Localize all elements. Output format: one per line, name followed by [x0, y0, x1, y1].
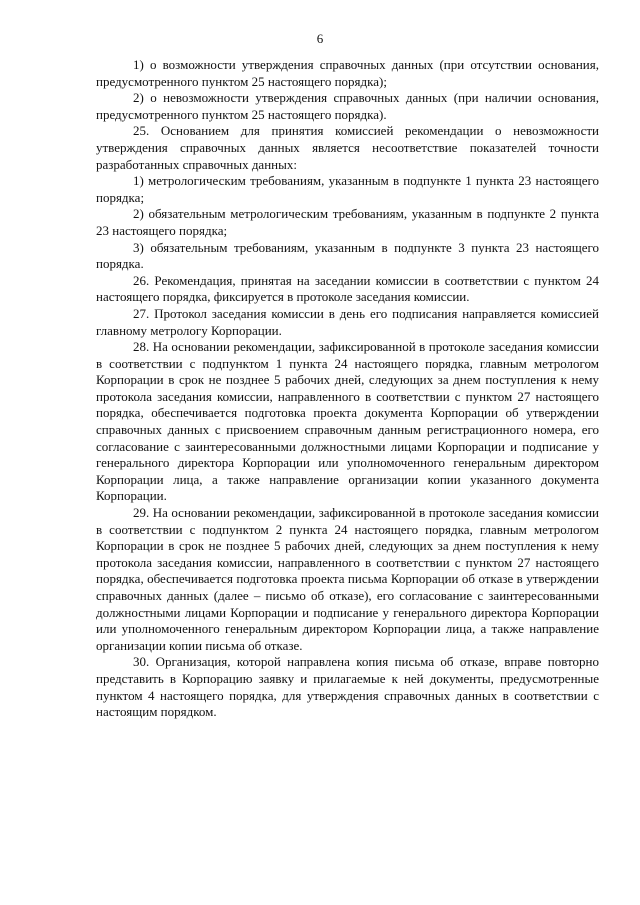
paragraph-25-item-2: 2) обязательным метрологическим требованиям, указанным в подпункте 2 пункта 23 настоящего порядка; [96, 206, 599, 238]
paragraph-item-1: 1) о возможности утверждения справочных данных (при отсутствии основания, предусмотренного пунктом 25 настоящего порядка); [96, 57, 599, 89]
paragraph-26: 26. Рекомендация, принятая на заседании комиссии в соответствии с пунктом 24 настоящего порядка, фиксируется в протоколе заседания комиссии. [96, 272, 599, 305]
paragraph-item-2: 2) о невозможности утверждения справочных данных (при наличии основания, предусмотренного пунктом 25 настоящего порядка). [96, 90, 599, 122]
paragraph-25-item-1: 1) метрологическим требованиям, указанным в подпункте 1 пункта 23 настоящего порядка; [96, 173, 599, 205]
paragraph-28: 28. На основании рекомендации, зафиксированной в протоколе заседания комиссии в соответствии с подпунктом 1 пункта 24 настоящего порядка, главным метрологом Корпорации в срок не позднее 5 рабочих дней, следующих за днем поступления к нему протокола заседания комиссии, направленного в соответствии с пунктом 27 настоящего порядка, обеспечивается подготовка проекта документа Корпорации об утверждении справочных данных с присвоением справочным данным регистрационного номера, его согласование с заинтересованными должностными лицами Корпорации и подписание у генерального директора Корпорации или уполномоченного генеральным директором Корпорации лица, а также направление организации копии указанного документа Корпорации. [96, 339, 599, 504]
paragraph-25: 25. Основанием для принятия комиссией рекомендации о невозможности утверждения справочных данных является несоответствие показателей точности разработанных справочных данных: [96, 123, 599, 172]
page-number: 6 [316, 31, 324, 46]
document-body [96, 57, 599, 721]
paragraph-30: 30. Организация, которой направлена копия письма об отказе, вправе повторно представить в Корпорацию заявку и прилагаемые к ней документы, предусмотренные пунктом 4 настоящего порядка, для утверждения справочных данных в соответствии с настоящим порядком. [96, 654, 599, 720]
paragraph-27: 27. Протокол заседания комиссии в день его подписания направляется комиссией главному метрологу Корпорации. [96, 305, 599, 338]
paragraph-29: 29. На основании рекомендации, зафиксированной в протоколе заседания комиссии в соответствии с подпунктом 2 пункта 24 настоящего порядка, главным метрологом Корпорации в срок не позднее 5 рабочих дней, следующих за днем поступления к нему протокола заседания комиссии, направленного в соответствии с пунктом 27 настоящего порядка, обеспечивается подготовка проекта письма Корпорации об отказе в утверждении справочных данных (далее – письмо об отказе), его согласование с заинтересованными должностными лицами Корпорации и подписание у генерального директора Корпорации или уполномоченного генеральным директором Корпорации лица, а также направление организации копии письма об отказе. [96, 505, 599, 653]
paragraph-25-item-3: 3) обязательным требованиям, указанным в подпункте 3 пункта 23 настоящего порядка. [96, 239, 599, 272]
